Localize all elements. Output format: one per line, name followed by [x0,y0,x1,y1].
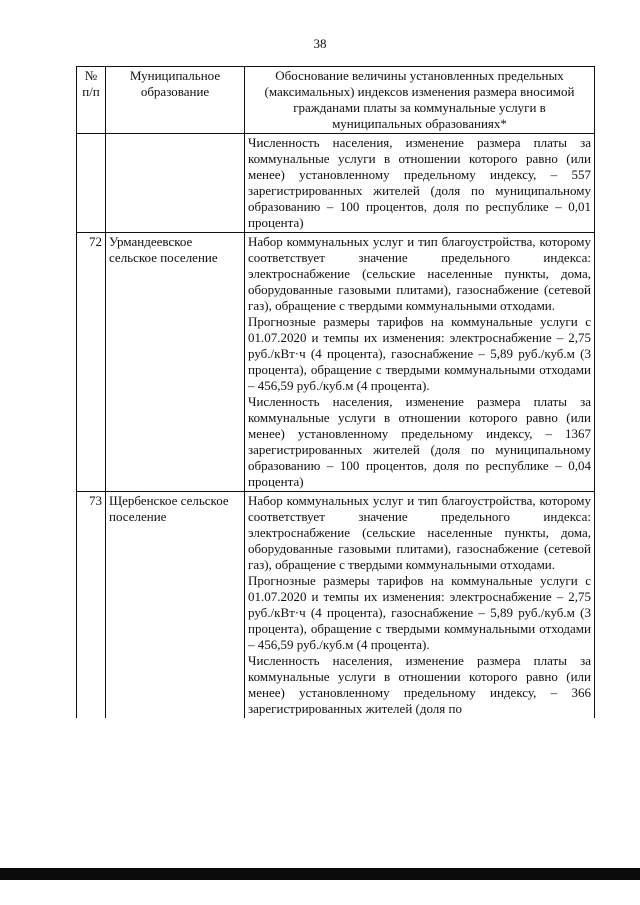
page-number: 38 [313,36,327,51]
row-number: 72 [77,233,106,492]
row-municipality: Щербенское сельское поселение [106,492,245,719]
justification-paragraph: Численность населения, изменение размера платы за коммунальные услуги в отношении которого равно (или менее) установленному предельному индексу, – 557 зарегистрированных жителей (доля по муниципальному образованию – 100 процентов, доля по республике – 0,01 процента) [248,135,591,230]
header-justification: Обоснование величины установленных предельных (максимальных) индексов изменения размера вносимой гражданами платы за коммунальные услуги в муниципальных образованиях* [245,67,595,134]
justification-paragraph: Прогнозные размеры тарифов на коммунальные услуги с 01.07.2020 и темпы их изменения: электроснабжение – 2,75 руб./кВт·ч (4 процента), газоснабжение – 5,89 руб./куб.м (3 процента), обращение с твердыми коммунальными отходами – 456,59 руб./куб.м (4 процента). [248,573,591,652]
table-row [77,134,595,233]
justification-paragraph: Набор коммунальных услуг и тип благоустройства, которому соответствует значение предельного индекса: электроснабжение (сельские населенные пункты, дома, оборудованные газовыми плитами), газоснабжение (сетевой газ), обращение с твердыми коммунальными отходами. [248,493,591,572]
table-row [77,233,595,492]
table-header-row [77,67,595,134]
municipal-index-table [76,66,595,718]
row-municipality: Урмандеевское сельское поселение [106,233,245,492]
header-municipality: Муниципальное образование [106,67,245,134]
row-number: 73 [77,492,106,719]
table-row [77,492,595,719]
justification-paragraph: Численность населения, изменение размера платы за коммунальные услуги в отношении которого равно (или менее) установленному предельному индексу, – 366 зарегистрированных жителей (доля по [248,653,591,716]
row-justification [245,492,595,719]
row-number [77,134,106,233]
justification-paragraph: Набор коммунальных услуг и тип благоустройства, которому соответствует значение предельного индекса: электроснабжение (сельские населенные пункты, дома, оборудованные газовыми плитами), газоснабжение (сетевой газ), обращение с твердыми коммунальными отходами. [248,234,591,313]
row-justification [245,134,595,233]
scan-bottom-band [0,868,640,880]
row-justification [245,233,595,492]
row-municipality [106,134,245,233]
header-number: № п/п [77,67,106,134]
justification-paragraph: Численность населения, изменение размера платы за коммунальные услуги в отношении которого равно (или менее) установленному предельному индексу, – 1367 зарегистрированных жителей (доля по муниципальному образованию – 100 процентов, доля по республике – 0,04 процента) [248,394,591,489]
justification-paragraph: Прогнозные размеры тарифов на коммунальные услуги с 01.07.2020 и темпы их изменения: электроснабжение – 2,75 руб./кВт·ч (4 процента), газоснабжение – 5,89 руб./куб.м (3 процента), обращение с твердыми коммунальными отходами – 456,59 руб./куб.м (4 процента). [248,314,591,393]
